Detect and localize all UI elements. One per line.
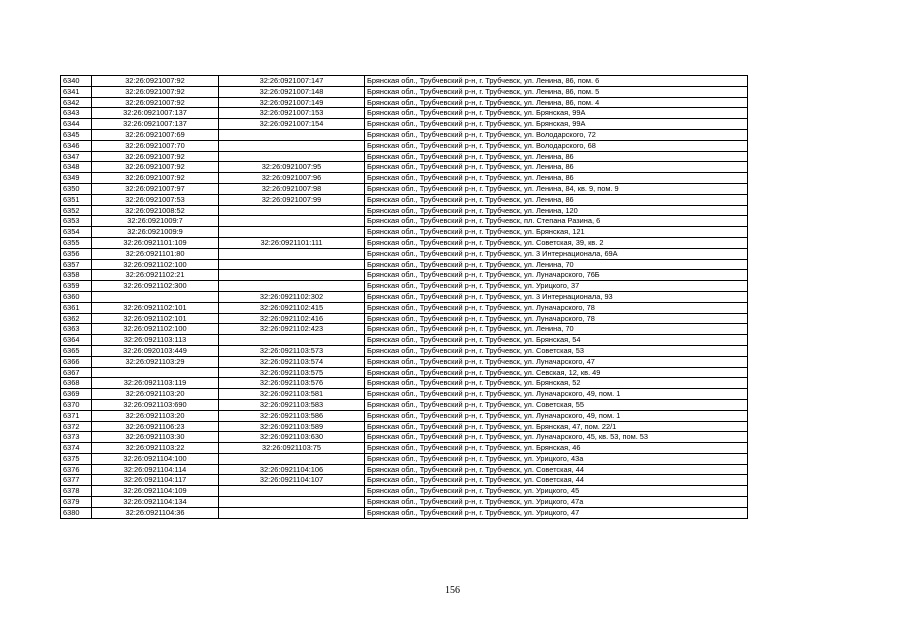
- address-cell: Брянская обл., Трубчевский р-н, г. Трубчевск, ул. Советская, 39, кв. 2: [365, 237, 748, 248]
- address-cell: Брянская обл., Трубчевский р-н, г. Трубчевск, ул. Брянская, 52: [365, 378, 748, 389]
- object-cadastral-number-cell: 32:26:0921007:95: [219, 162, 365, 173]
- row-number-cell: 6370: [61, 399, 92, 410]
- parcel-cadastral-number-cell: 32:26:0921007:137: [92, 119, 219, 130]
- address-cell: Брянская обл., Трубчевский р-н, г. Трубчевск, ул. Урицкого, 43а: [365, 453, 748, 464]
- table-row: [61, 237, 748, 248]
- table-row: [61, 97, 748, 108]
- object-cadastral-number-cell: 32:26:0921101:111: [219, 237, 365, 248]
- address-cell: Брянская обл., Трубчевский р-н, г. Трубчевск, ул. Советская, 55: [365, 399, 748, 410]
- object-cadastral-number-cell: 32:26:0921102:423: [219, 324, 365, 335]
- object-cadastral-number-cell: 32:26:0921007:149: [219, 97, 365, 108]
- row-number-cell: 6356: [61, 248, 92, 259]
- parcel-cadastral-number-cell: 32:26:0921007:97: [92, 183, 219, 194]
- address-cell: Брянская обл., Трубчевский р-н, г. Трубчевск, ул. Луначарского, 45, кв. 53, пом. 53: [365, 432, 748, 443]
- object-cadastral-number-cell: 32:26:0921103:576: [219, 378, 365, 389]
- object-cadastral-number-cell: [219, 281, 365, 292]
- object-cadastral-number-cell: [219, 129, 365, 140]
- parcel-cadastral-number-cell: 32:26:0921103:22: [92, 443, 219, 454]
- row-number-cell: 6380: [61, 507, 92, 518]
- row-number-cell: 6351: [61, 194, 92, 205]
- parcel-cadastral-number-cell: 32:26:0921104:36: [92, 507, 219, 518]
- row-number-cell: 6359: [61, 281, 92, 292]
- address-cell: Брянская обл., Трубчевский р-н, г. Трубчевск, ул. Володарского, 68: [365, 140, 748, 151]
- object-cadastral-number-cell: 32:26:0921103:573: [219, 345, 365, 356]
- parcel-cadastral-number-cell: 32:26:0921102:101: [92, 302, 219, 313]
- table-row: [61, 324, 748, 335]
- parcel-cadastral-number-cell: 32:26:0921102:100: [92, 259, 219, 270]
- address-cell: Брянская обл., Трубчевский р-н, г. Трубчевск, ул. Луначарского, 78: [365, 313, 748, 324]
- parcel-cadastral-number-cell: 32:26:0921101:109: [92, 237, 219, 248]
- table-row: [61, 291, 748, 302]
- table-row: [61, 399, 748, 410]
- address-cell: Брянская обл., Трубчевский р-н, г. Трубчевск, пл. Степана Разина, 6: [365, 216, 748, 227]
- table-row: [61, 367, 748, 378]
- parcel-cadastral-number-cell: 32:26:0921007:53: [92, 194, 219, 205]
- row-number-cell: 6358: [61, 270, 92, 281]
- table-row: [61, 151, 748, 162]
- address-cell: Брянская обл., Трубчевский р-н, г. Трубчевск, ул. Советская, 44: [365, 464, 748, 475]
- parcel-cadastral-number-cell: 32:26:0921104:134: [92, 497, 219, 508]
- parcel-cadastral-number-cell: 32:26:0921103:690: [92, 399, 219, 410]
- address-cell: Брянская обл., Трубчевский р-н, г. Трубчевск, ул. Ленина, 86: [365, 162, 748, 173]
- address-cell: Брянская обл., Трубчевский р-н, г. Трубчевск, ул. Ленина, 86, пом. 4: [365, 97, 748, 108]
- row-number-cell: 6363: [61, 324, 92, 335]
- address-cell: Брянская обл., Трубчевский р-н, г. Трубчевск, ул. 3 Интернационала, 93: [365, 291, 748, 302]
- row-number-cell: 6362: [61, 313, 92, 324]
- row-number-cell: 6361: [61, 302, 92, 313]
- address-cell: Брянская обл., Трубчевский р-н, г. Трубчевск, ул. Луначарского, 47: [365, 356, 748, 367]
- row-number-cell: 6367: [61, 367, 92, 378]
- row-number-cell: 6373: [61, 432, 92, 443]
- parcel-cadastral-number-cell: 32:26:0921106:23: [92, 421, 219, 432]
- address-cell: Брянская обл., Трубчевский р-н, г. Трубчевск, ул. Урицкого, 37: [365, 281, 748, 292]
- page-number: 156: [445, 585, 460, 596]
- object-cadastral-number-cell: 32:26:0921102:415: [219, 302, 365, 313]
- address-cell: Брянская обл., Трубчевский р-н, г. Трубчевск, ул. Урицкого, 45: [365, 486, 748, 497]
- table-row: [61, 421, 748, 432]
- parcel-cadastral-number-cell: 32:26:0921007:92: [92, 151, 219, 162]
- parcel-cadastral-number-cell: [92, 367, 219, 378]
- object-cadastral-number-cell: 32:26:0921103:75: [219, 443, 365, 454]
- row-number-cell: 6366: [61, 356, 92, 367]
- parcel-cadastral-number-cell: 32:26:0921007:92: [92, 162, 219, 173]
- parcel-cadastral-number-cell: 32:26:0921009:7: [92, 216, 219, 227]
- object-cadastral-number-cell: 32:26:0921104:107: [219, 475, 365, 486]
- row-number-cell: 6344: [61, 119, 92, 130]
- object-cadastral-number-cell: 32:26:0921103:586: [219, 410, 365, 421]
- row-number-cell: 6376: [61, 464, 92, 475]
- table-row: [61, 173, 748, 184]
- object-cadastral-number-cell: [219, 335, 365, 346]
- object-cadastral-number-cell: 32:26:0921007:147: [219, 76, 365, 87]
- address-cell: Брянская обл., Трубчевский р-н, г. Трубчевск, ул. 3 Интернационала, 69А: [365, 248, 748, 259]
- table-row: [61, 432, 748, 443]
- table-row: [61, 140, 748, 151]
- object-cadastral-number-cell: [219, 205, 365, 216]
- parcel-cadastral-number-cell: 32:26:0921103:30: [92, 432, 219, 443]
- address-cell: Брянская обл., Трубчевский р-н, г. Трубчевск, ул. Советская, 53: [365, 345, 748, 356]
- address-cell: Брянская обл., Трубчевский р-н, г. Трубчевск, ул. Ленина, 86: [365, 151, 748, 162]
- parcel-cadastral-number-cell: 32:26:0921007:70: [92, 140, 219, 151]
- parcel-cadastral-number-cell: 32:26:0921007:137: [92, 108, 219, 119]
- parcel-cadastral-number-cell: 32:26:0921007:69: [92, 129, 219, 140]
- parcel-cadastral-number-cell: 32:26:0921007:92: [92, 97, 219, 108]
- address-cell: Брянская обл., Трубчевский р-н, г. Трубчевск, ул. Урицкого, 47а: [365, 497, 748, 508]
- registry-table-body: [61, 76, 748, 519]
- object-cadastral-number-cell: [219, 140, 365, 151]
- object-cadastral-number-cell: [219, 151, 365, 162]
- row-number-cell: 6354: [61, 227, 92, 238]
- object-cadastral-number-cell: 32:26:0921102:302: [219, 291, 365, 302]
- row-number-cell: 6369: [61, 389, 92, 400]
- row-number-cell: 6352: [61, 205, 92, 216]
- table-row: [61, 335, 748, 346]
- parcel-cadastral-number-cell: 32:26:0921103:29: [92, 356, 219, 367]
- row-number-cell: 6371: [61, 410, 92, 421]
- table-row: [61, 259, 748, 270]
- parcel-cadastral-number-cell: 32:26:0921009:9: [92, 227, 219, 238]
- table-row: [61, 270, 748, 281]
- address-cell: Брянская обл., Трубчевский р-н, г. Трубчевск, ул. Брянская, 99А: [365, 108, 748, 119]
- object-cadastral-number-cell: 32:26:0921103:574: [219, 356, 365, 367]
- address-cell: Брянская обл., Трубчевский р-н, г. Трубчевск, ул. Брянская, 54: [365, 335, 748, 346]
- table-row: [61, 313, 748, 324]
- row-number-cell: 6342: [61, 97, 92, 108]
- object-cadastral-number-cell: [219, 486, 365, 497]
- row-number-cell: 6364: [61, 335, 92, 346]
- object-cadastral-number-cell: 32:26:0921103:589: [219, 421, 365, 432]
- parcel-cadastral-number-cell: 32:26:0921104:100: [92, 453, 219, 464]
- object-cadastral-number-cell: [219, 507, 365, 518]
- table-row: [61, 378, 748, 389]
- row-number-cell: 6377: [61, 475, 92, 486]
- table-row: [61, 410, 748, 421]
- parcel-cadastral-number-cell: 32:26:0921103:113: [92, 335, 219, 346]
- address-cell: Брянская обл., Трубчевский р-н, г. Трубчевск, ул. Ленина, 86, пом. 5: [365, 86, 748, 97]
- parcel-cadastral-number-cell: 32:26:0921103:119: [92, 378, 219, 389]
- table-row: [61, 119, 748, 130]
- object-cadastral-number-cell: [219, 453, 365, 464]
- parcel-cadastral-number-cell: 32:26:0921102:101: [92, 313, 219, 324]
- table-row: [61, 356, 748, 367]
- row-number-cell: 6355: [61, 237, 92, 248]
- table-row: [61, 108, 748, 119]
- object-cadastral-number-cell: [219, 227, 365, 238]
- row-number-cell: 6375: [61, 453, 92, 464]
- object-cadastral-number-cell: 32:26:0921103:630: [219, 432, 365, 443]
- object-cadastral-number-cell: 32:26:0921102:416: [219, 313, 365, 324]
- address-cell: Брянская обл., Трубчевский р-н, г. Трубчевск, ул. Ленина, 70: [365, 259, 748, 270]
- parcel-cadastral-number-cell: 32:26:0921103:20: [92, 410, 219, 421]
- address-cell: Брянская обл., Трубчевский р-н, г. Трубчевск, ул. Брянская, 47, пом. 22/1: [365, 421, 748, 432]
- row-number-cell: 6345: [61, 129, 92, 140]
- object-cadastral-number-cell: 32:26:0921007:98: [219, 183, 365, 194]
- table-row: [61, 443, 748, 454]
- address-cell: Брянская обл., Трубчевский р-н, г. Трубчевск, ул. Советская, 44: [365, 475, 748, 486]
- row-number-cell: 6347: [61, 151, 92, 162]
- table-row: [61, 507, 748, 518]
- row-number-cell: 6360: [61, 291, 92, 302]
- row-number-cell: 6349: [61, 173, 92, 184]
- address-cell: Брянская обл., Трубчевский р-н, г. Трубчевск, ул. Ленина, 86: [365, 173, 748, 184]
- table-row: [61, 205, 748, 216]
- address-cell: Брянская обл., Трубчевский р-н, г. Трубчевск, ул. Брянская, 99А: [365, 119, 748, 130]
- address-cell: Брянская обл., Трубчевский р-н, г. Трубчевск, ул. Луначарского, 78: [365, 302, 748, 313]
- parcel-cadastral-number-cell: 32:26:0921102:100: [92, 324, 219, 335]
- table-row: [61, 76, 748, 87]
- row-number-cell: 6368: [61, 378, 92, 389]
- address-cell: Брянская обл., Трубчевский р-н, г. Трубчевск, ул. Севская, 12, кв. 49: [365, 367, 748, 378]
- parcel-cadastral-number-cell: [92, 291, 219, 302]
- object-cadastral-number-cell: 32:26:0921103:575: [219, 367, 365, 378]
- parcel-cadastral-number-cell: 32:26:0921103:20: [92, 389, 219, 400]
- row-number-cell: 6365: [61, 345, 92, 356]
- parcel-cadastral-number-cell: 32:26:0920103:449: [92, 345, 219, 356]
- parcel-cadastral-number-cell: 32:26:0921008:52: [92, 205, 219, 216]
- row-number-cell: 6343: [61, 108, 92, 119]
- table-row: [61, 227, 748, 238]
- object-cadastral-number-cell: 32:26:0921007:154: [219, 119, 365, 130]
- parcel-cadastral-number-cell: 32:26:0921104:117: [92, 475, 219, 486]
- table-row: [61, 248, 748, 259]
- object-cadastral-number-cell: 32:26:0921007:153: [219, 108, 365, 119]
- table-row: [61, 345, 748, 356]
- object-cadastral-number-cell: [219, 259, 365, 270]
- table-row: [61, 281, 748, 292]
- table-row: [61, 389, 748, 400]
- parcel-cadastral-number-cell: 32:26:0921007:92: [92, 173, 219, 184]
- row-number-cell: 6379: [61, 497, 92, 508]
- parcel-cadastral-number-cell: 32:26:0921104:109: [92, 486, 219, 497]
- table-row: [61, 453, 748, 464]
- address-cell: Брянская обл., Трубчевский р-н, г. Трубчевск, ул. Луначарского, 49, пом. 1: [365, 389, 748, 400]
- object-cadastral-number-cell: 32:26:0921103:581: [219, 389, 365, 400]
- address-cell: Брянская обл., Трубчевский р-н, г. Трубчевск, ул. Ленина, 70: [365, 324, 748, 335]
- address-cell: Брянская обл., Трубчевский р-н, г. Трубчевск, ул. Брянская, 121: [365, 227, 748, 238]
- table-row: [61, 486, 748, 497]
- row-number-cell: 6357: [61, 259, 92, 270]
- object-cadastral-number-cell: 32:26:0921103:583: [219, 399, 365, 410]
- row-number-cell: 6372: [61, 421, 92, 432]
- table-row: [61, 183, 748, 194]
- row-number-cell: 6378: [61, 486, 92, 497]
- address-cell: Брянская обл., Трубчевский р-н, г. Трубчевск, ул. Луначарского, 49, пом. 1: [365, 410, 748, 421]
- object-cadastral-number-cell: 32:26:0921104:106: [219, 464, 365, 475]
- parcel-cadastral-number-cell: 32:26:0921101:80: [92, 248, 219, 259]
- property-registry-table: [60, 75, 748, 519]
- table-row: [61, 302, 748, 313]
- row-number-cell: 6346: [61, 140, 92, 151]
- row-number-cell: 6350: [61, 183, 92, 194]
- object-cadastral-number-cell: 32:26:0921007:99: [219, 194, 365, 205]
- table-row: [61, 129, 748, 140]
- object-cadastral-number-cell: [219, 248, 365, 259]
- table-row: [61, 475, 748, 486]
- row-number-cell: 6341: [61, 86, 92, 97]
- object-cadastral-number-cell: [219, 270, 365, 281]
- address-cell: Брянская обл., Трубчевский р-н, г. Трубчевск, ул. Ленина, 86, пом. 6: [365, 76, 748, 87]
- table-row: [61, 464, 748, 475]
- address-cell: Брянская обл., Трубчевский р-н, г. Трубчевск, ул. Володарского, 72: [365, 129, 748, 140]
- row-number-cell: 6353: [61, 216, 92, 227]
- table-row: [61, 216, 748, 227]
- object-cadastral-number-cell: 32:26:0921007:148: [219, 86, 365, 97]
- table-row: [61, 194, 748, 205]
- object-cadastral-number-cell: [219, 216, 365, 227]
- address-cell: Брянская обл., Трубчевский р-н, г. Трубчевск, ул. Брянская, 46: [365, 443, 748, 454]
- address-cell: Брянская обл., Трубчевский р-н, г. Трубчевск, ул. Ленина, 84, кв. 9, пом. 9: [365, 183, 748, 194]
- object-cadastral-number-cell: 32:26:0921007:96: [219, 173, 365, 184]
- parcel-cadastral-number-cell: 32:26:0921102:21: [92, 270, 219, 281]
- table-row: [61, 162, 748, 173]
- parcel-cadastral-number-cell: 32:26:0921102:300: [92, 281, 219, 292]
- address-cell: Брянская обл., Трубчевский р-н, г. Трубчевск, ул. Ленина, 86: [365, 194, 748, 205]
- parcel-cadastral-number-cell: 32:26:0921007:92: [92, 76, 219, 87]
- table-row: [61, 86, 748, 97]
- parcel-cadastral-number-cell: 32:26:0921007:92: [92, 86, 219, 97]
- table-row: [61, 497, 748, 508]
- object-cadastral-number-cell: [219, 497, 365, 508]
- parcel-cadastral-number-cell: 32:26:0921104:114: [92, 464, 219, 475]
- row-number-cell: 6374: [61, 443, 92, 454]
- address-cell: Брянская обл., Трубчевский р-н, г. Трубчевск, ул. Ленина, 120: [365, 205, 748, 216]
- address-cell: Брянская обл., Трубчевский р-н, г. Трубчевск, ул. Урицкого, 47: [365, 507, 748, 518]
- row-number-cell: 6340: [61, 76, 92, 87]
- row-number-cell: 6348: [61, 162, 92, 173]
- address-cell: Брянская обл., Трубчевский р-н, г. Трубчевск, ул. Луначарского, 76Б: [365, 270, 748, 281]
